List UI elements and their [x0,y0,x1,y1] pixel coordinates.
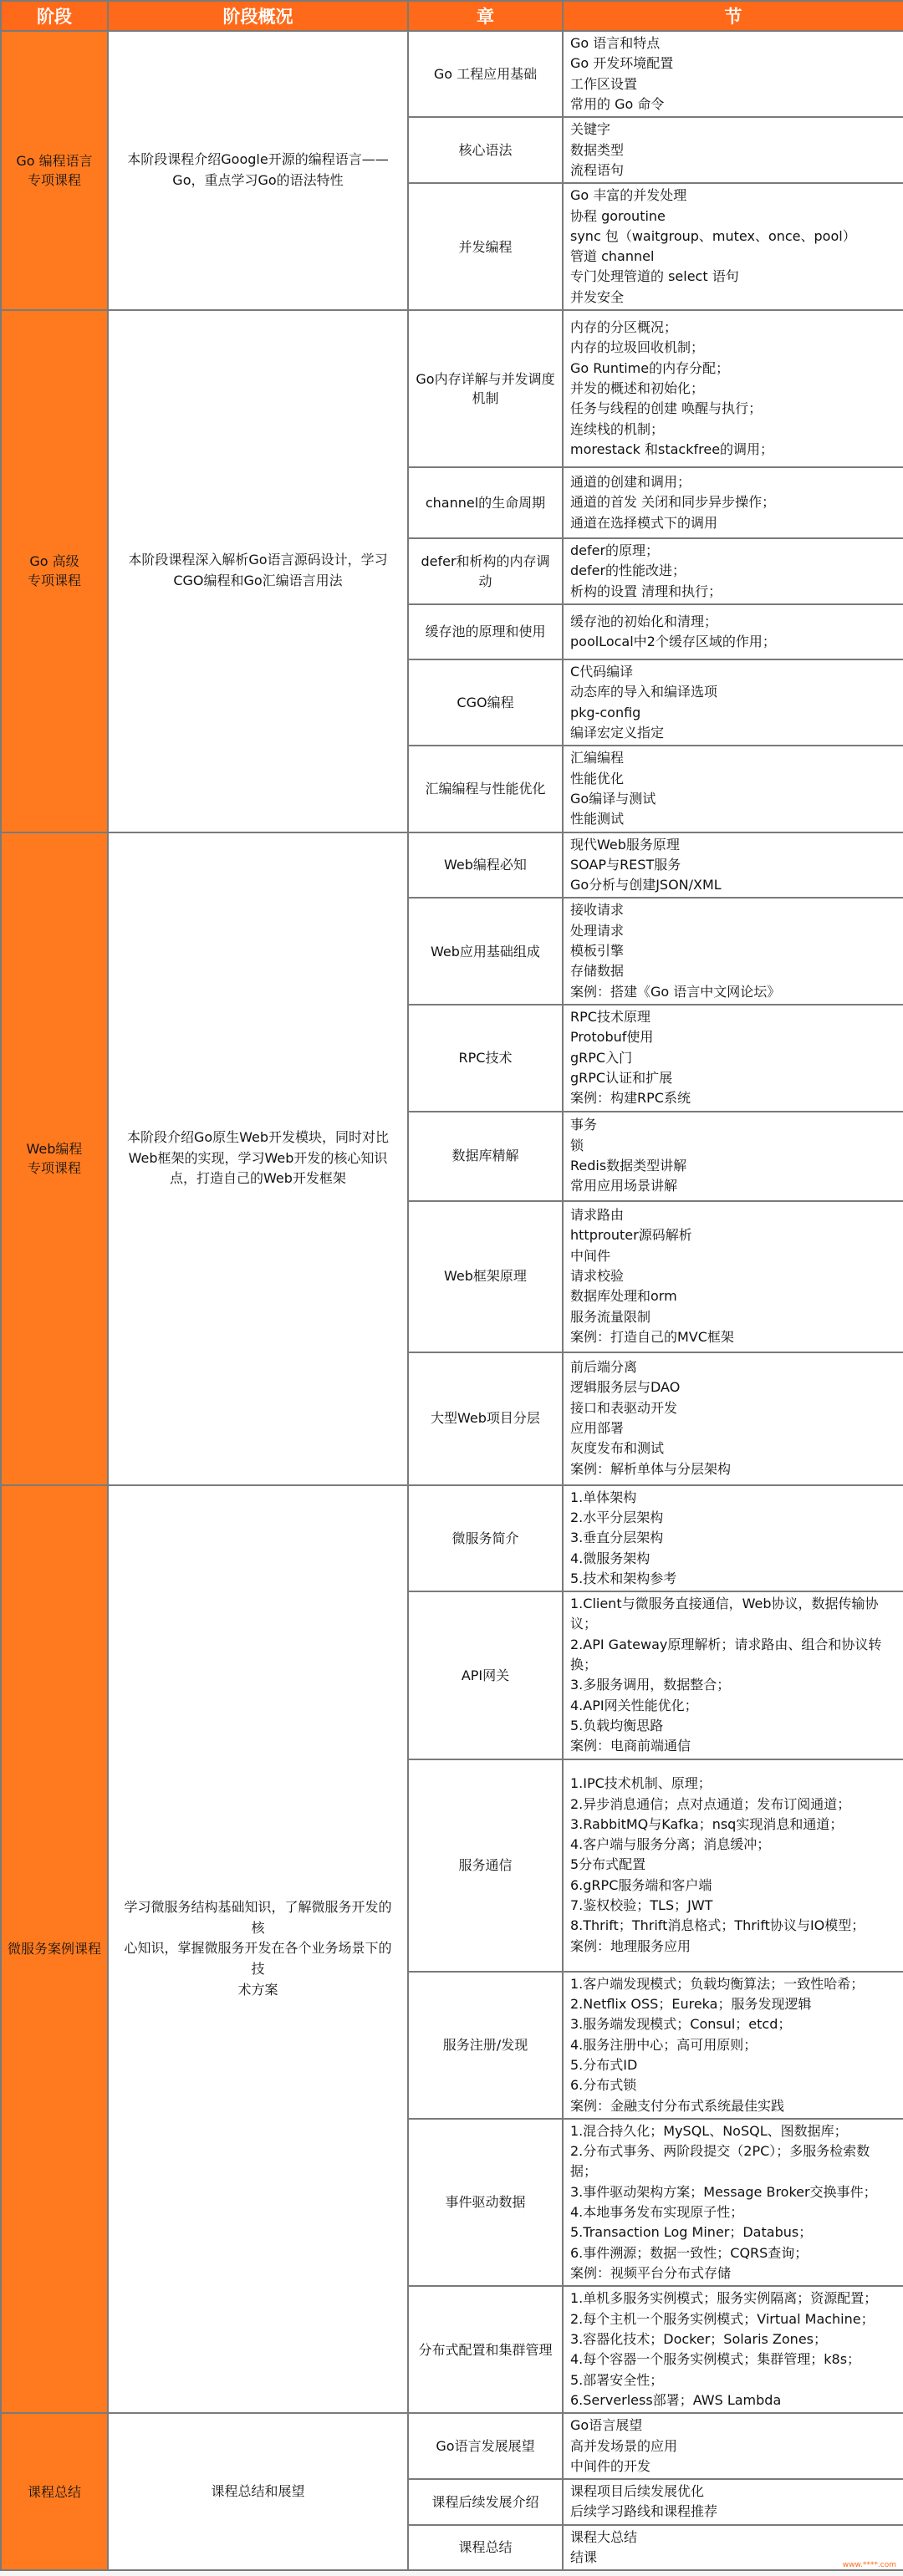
section-item: Go分析与创建JSON/XML [570,877,722,893]
sections-cell [563,1005,903,1112]
section-item: 4.服务注册中心；高可用原则； [570,2036,758,2053]
section-item: defer的性能改进； [570,563,686,579]
chapter-name: 汇编编程与性能优化 [425,781,546,797]
section-item: 请求路由 [570,1206,625,1223]
overview-text: CGO编程和Go汇编语言用法 [173,573,343,589]
sections-cell [563,898,903,1005]
section-item: 据； [570,2163,598,2180]
section-item: 4.每个容器一个服务实例模式；集群管理；k8s； [570,2351,861,2368]
section-item: Go 开发环境配置 [570,55,674,72]
section-item: Go编译与测试 [570,790,656,807]
table-row [1,310,903,467]
table-row [1,2413,903,2479]
section-item: gRPC认证和扩展 [570,1069,673,1086]
section-item: 协程 goroutine [570,207,666,224]
chapter-cell [408,183,563,310]
section-item: 案例：解析单体与分层架构 [570,1460,732,1477]
stage-cell [1,2413,108,2570]
overview-text: 本阶段课程深入解析Go语言源码设计，学习 [128,552,388,568]
section-item: Go 语言和特点 [570,35,661,51]
section-item: 模板引擎 [570,943,625,960]
overview-text: 学习微服务结构基础知识，了解微服务开发的核 [124,1898,392,1936]
section-item: 内存的分区概况； [570,318,678,335]
chapter-name: defer和析构的内存调动 [421,553,550,589]
section-item: 8.Thrift；Thrift消息格式；Thrift协议与IO模型； [570,1917,865,1934]
section-item: Redis数据类型讲解 [570,1158,687,1174]
section-item: 工作区设置 [570,75,638,92]
section-item: 3.多服务调用，数据整合； [570,1677,731,1693]
overview-text: 点，打造自己的Web开发框架 [170,1170,346,1187]
section-item: 案例：搭建《Go 语言中文网论坛》 [570,983,781,1000]
section-item: 缓存池的初始化和清理； [570,613,718,629]
section-item: 课程项目后续发展优化 [570,2483,705,2500]
section-item: 3.服务端发现模式；Consul；etcd； [570,2016,792,2033]
sections-cell [563,2286,903,2413]
sections-cell [563,1759,903,1972]
section-item: 案例：构建RPC系统 [570,1090,691,1107]
sections-cell [563,746,903,832]
section-item: 议； [570,1616,598,1632]
chapter-name: Go 工程应用基础 [433,66,538,83]
chapter-name: Web应用基础组成 [431,943,540,960]
overview-cell [108,832,408,1485]
section-item: 3.RabbitMQ与Kafka；nsq实现消息和通道； [570,1815,844,1832]
sections-cell [563,117,903,183]
section-item: 结课 [570,2549,598,2566]
section-item: 现代Web服务原理 [570,836,680,853]
section-item: 2.Netflix OSS；Eureka；服务发现逻辑 [570,1995,812,2012]
section-item: 6.分布式锁 [570,2077,637,2094]
section-item: 6.Serverless部署；AWS Lambda [570,2391,782,2408]
sections-cell [563,1972,903,2119]
section-item: 2.水平分层架构 [570,1509,664,1525]
chapter-cell [408,1759,563,1972]
overview-text: Web框架的实现，学习Web开发的核心知识 [128,1149,388,1166]
chapter-cell [408,832,563,899]
section-item: RPC技术原理 [570,1009,650,1025]
chapter-name: 课程总结 [458,2539,513,2556]
chapter-name: 微服务简介 [452,1530,519,1546]
sections-cell [563,1485,903,1592]
sections-cell [563,183,903,310]
chapter-name: Go语言发展展望 [436,2438,535,2455]
section-item: httprouter源码解析 [570,1227,692,1244]
chapter-cell [408,1005,563,1112]
section-item: 处理请求 [570,922,625,939]
section-item: 关键字 [570,121,611,138]
chapter-name: channel的生命周期 [425,494,546,511]
section-item: 请求校验 [570,1267,625,1284]
section-item: 服务流量限制 [570,1308,651,1325]
section-item: 逻辑服务层与DAO [570,1379,681,1396]
chapter-cell [408,898,563,1005]
section-item: 管道 channel [570,248,655,265]
chapter-cell [408,1972,563,2119]
section-item: 常用的 Go 命令 [570,95,665,112]
chapter-name: RPC技术 [458,1050,513,1067]
overview-cell [108,1485,408,2414]
section-item: 1.客户端发现模式；负载均衡算法；一致性哈希； [570,1975,865,1992]
stage-cell [1,310,108,832]
section-item: 存储数据 [570,963,625,980]
chapter-name: 服务注册/发现 [442,2037,528,2054]
sections-cell [563,659,903,746]
section-item: 数据库处理和orm [570,1288,677,1305]
section-item: 常用应用场景讲解 [570,1178,678,1194]
section-item: 2.分布式事务、两阶段提交（2PC）；多服务检索数 [570,2143,870,2160]
stage-name: 微服务案例课程 [7,1941,101,1957]
overview-cell [108,2413,408,2570]
section-item: 并发安全 [570,288,625,305]
chapter-name: 大型Web项目分层 [431,1410,540,1427]
chapter-cell [408,1112,563,1201]
section-item: 1.IPC技术机制、原理； [570,1775,712,1792]
section-item: 前后端分离 [570,1359,638,1376]
sections-cell [563,310,903,467]
chapter-cell [408,2479,563,2525]
chapter-name: Web编程必知 [444,857,527,873]
section-item: 1.单体架构 [570,1489,637,1505]
header-chapter: 章 [408,1,563,31]
chapter-cell [408,2413,563,2479]
section-item: 6.事件溯源；数据一致性；CQRS查询； [570,2244,809,2261]
sections-cell [563,1201,903,1352]
section-item: pkg-config [570,704,641,720]
section-item: 高并发场景的应用 [570,2437,678,2454]
chapter-cell [408,1591,563,1759]
chapter-name: 机制 [472,390,499,407]
section-item: 任务与线程的创建 唤醒与执行； [570,400,763,417]
section-item: 接收请求 [570,902,625,919]
header-row [1,1,903,31]
chapter-cell [408,2525,563,2571]
section-item: 1.单机多服务实例模式；服务实例隔离；资源配置； [570,2290,878,2307]
section-item: Go语言展望 [570,2417,643,2434]
sections-cell [563,467,903,538]
chapter-cell [408,1201,563,1352]
overview-text: 本阶段课程介绍Google开源的编程语言—— [127,151,389,168]
section-item: 4.微服务架构 [570,1550,650,1566]
section-item: 通道的创建和调用； [570,474,691,491]
chapter-name: 核心语法 [458,142,513,159]
section-item: 案例：金融支付分布式系统最佳实践 [570,2097,785,2114]
section-item: 3.垂直分层架构 [570,1530,664,1546]
overview-text: 课程总结和展望 [211,2482,305,2499]
stage-name: Go 高级 [29,553,79,570]
chapter-name: 服务通信 [458,1857,513,1874]
section-item: 课程大总结 [570,2528,638,2545]
chapter-name: 事件驱动数据 [445,2194,526,2211]
section-item: sync 包（waitgroup、mutex、once、pool） [570,227,856,244]
chapter-name: CGO编程 [457,695,514,711]
section-item: 3.事件驱动架构方案；Message Broker交换事件； [570,2183,877,2200]
stage-name: Web编程 [26,1140,83,1157]
section-item: 中间件的开发 [570,2457,651,2474]
sections-cell [563,832,903,899]
section-item: 4.客户端与服务分离；消息缓冲； [570,1836,771,1853]
table-row [1,31,903,117]
section-item: defer的原理； [570,542,660,559]
section-item: 案例：打造自己的MVC框架 [570,1328,734,1345]
section-item: 内存的垃圾回收机制； [570,339,705,356]
section-item: SOAP与REST服务 [570,856,681,873]
table-row [1,832,903,899]
section-item: 接口和表驱动开发 [570,1399,678,1416]
stage-name: 专项课程 [27,172,81,189]
chapter-cell [408,538,563,604]
section-item: 事务 [570,1117,598,1133]
section-item: 连续栈的机制； [570,420,665,437]
chapter-name: 并发编程 [458,238,513,255]
section-item: Protobuf使用 [570,1029,654,1046]
section-item: 应用部署 [570,1420,625,1437]
stage-name: 专项课程 [27,1160,81,1177]
chapter-cell [408,31,563,117]
stage-cell [1,31,108,310]
section-item: 通道在选择模式下的调用 [570,514,718,531]
section-item: 性能优化 [570,770,625,787]
section-item: 后续学习路线和课程推荐 [570,2503,718,2520]
header-stage: 阶段 [1,1,108,31]
stage-name: 课程总结 [27,2483,81,2500]
section-item: 并发的概述和初始化； [570,379,705,396]
section-item: 通道的首发 关闭和同步异步操作； [570,494,776,511]
section-item: 性能测试 [570,811,625,827]
sections-cell [563,1352,903,1485]
section-item: 流程语句 [570,161,625,178]
sections-cell [563,31,903,117]
section-item: 换； [570,1657,598,1673]
section-item: 汇编编程 [570,750,625,766]
section-item: Go Runtime的内存分配； [570,359,730,376]
section-item: 案例：地理服务应用 [570,1937,691,1954]
section-item: gRPC入门 [570,1049,633,1066]
section-item: C代码编译 [570,664,634,680]
chapter-name: Go内存详解与并发调度 [416,370,555,387]
section-item: 数据类型 [570,141,625,158]
section-item: 6.gRPC服务端和客户端 [570,1876,712,1893]
section-item: 2.每个主机一个服务实例模式；Virtual Machine； [570,2310,875,2327]
section-item: 5.Transaction Log Miner；Databus； [570,2224,813,2241]
overview-text: Go，重点学习Go的语法特性 [172,172,344,189]
section-item: 灰度发布和测试 [570,1440,665,1457]
chapter-cell [408,659,563,746]
section-item: 5.技术和架构参考 [570,1570,677,1586]
sections-cell [563,1591,903,1759]
sections-cell [563,2119,903,2287]
chapter-cell [408,746,563,832]
sections-cell [563,1112,903,1201]
sections-cell [563,538,903,604]
section-item: 编译宏定义指定 [570,724,665,741]
chapter-cell [408,2286,563,2413]
section-item: 3.容器化技术；Docker；Solaris Zones； [570,2330,828,2347]
chapter-cell [408,467,563,538]
sections-cell [563,2413,903,2479]
sections-cell [563,2479,903,2525]
section-item: 4.API网关性能优化； [570,1697,698,1713]
overview-text: 术方案 [237,1982,278,1998]
overview-cell [108,310,408,832]
sections-cell [563,604,903,659]
header-overview: 阶段概况 [108,1,408,31]
chapter-cell [408,117,563,183]
section-item: 案例：电商前端通信 [570,1738,691,1754]
section-item: poolLocal中2个缓存区域的作用； [570,634,776,649]
section-item: 5分布式配置 [570,1856,646,1873]
section-item: 7.鉴权校验；TLS；JWT [570,1897,713,1914]
section-item: 1.Client与微服务直接通信，Web协议，数据传输协 [570,1596,879,1612]
overview-text: 本阶段介绍Go原生Web开发模块，同时对比 [126,1128,390,1145]
section-item: 5.分布式ID [570,2056,638,2073]
overview-cell [108,31,408,310]
section-item: 5.负载均衡思路 [570,1718,664,1733]
stage-name: Go 编程语言 [16,152,93,169]
section-item: morestack 和stackfree的调用； [570,440,774,457]
overview-text: 心知识，掌握微服务开发在各个业务场景下的技 [124,1940,392,1978]
header-section: 节 [563,1,903,31]
watermark: www.****.com [842,2561,896,2569]
section-item: 案例：视频平台分布式存储 [570,2265,732,2281]
section-item: Go 丰富的并发处理 [570,187,687,204]
chapter-cell [408,2119,563,2287]
chapter-name: Web框架原理 [444,1268,527,1285]
stage-cell [1,1485,108,2414]
section-item: 2.异步消息通信；点对点通道；发布订阅通道； [570,1795,851,1812]
section-item: 5.部署安全性； [570,2371,664,2388]
chapter-cell [408,1485,563,1592]
section-item: 2.API Gateway原理解析；请求路由、组合和协议转 [570,1636,882,1652]
stage-name: 专项课程 [27,573,81,589]
section-item: 专门处理管道的 select 语句 [570,268,739,285]
chapter-cell [408,310,563,467]
section-item: 动态库的导入和编译选项 [570,684,718,700]
chapter-name: 数据库精解 [452,1148,519,1164]
section-item: 4.本地事务发布实现原子性； [570,2204,744,2221]
chapter-name: 缓存池的原理和使用 [425,624,546,640]
table-row [1,1485,903,1592]
section-item: 析构的设置 清理和执行； [570,583,722,599]
chapter-cell [408,604,563,659]
chapter-cell [408,1352,563,1485]
section-item: 1.混合持久化；MySQL、NoSQL、图数据库； [570,2122,848,2139]
section-item: 中间件 [570,1247,611,1264]
section-item: 锁 [570,1137,584,1153]
table-body [1,31,903,2570]
chapter-name: 分布式配置和集群管理 [418,2341,553,2358]
chapter-name: API网关 [461,1667,510,1683]
chapter-name: 课程后续发展介绍 [431,2493,539,2510]
stage-cell [1,832,108,1485]
